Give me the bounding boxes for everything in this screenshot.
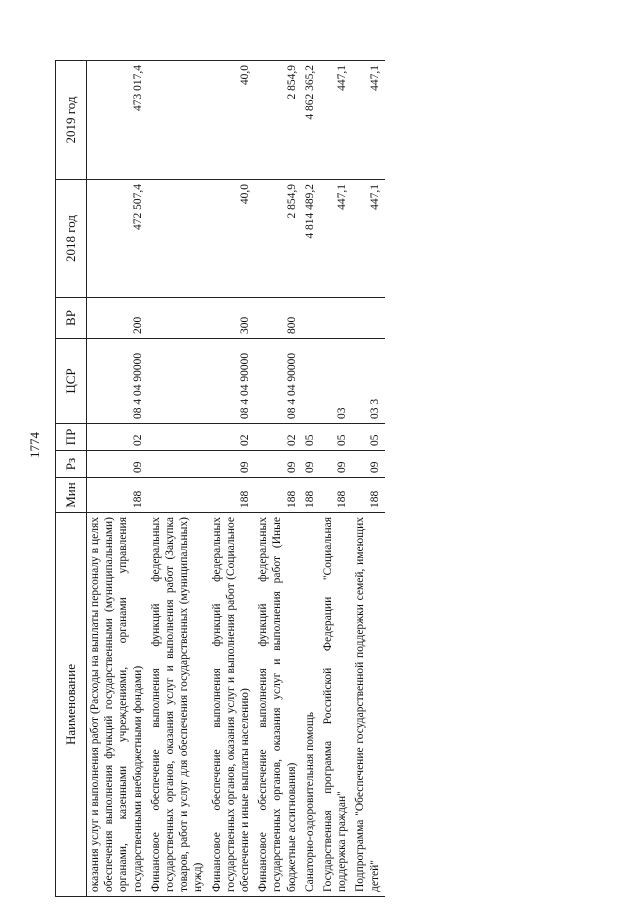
row-pr <box>148 424 209 451</box>
row-min: 188 <box>87 478 148 513</box>
header-rz: Рз <box>56 451 87 478</box>
row-name: оказания услуг и выполнения работ (Расходы на выплаты персоналу в целях обеспечения выполнения функций государственными (муниципальными) органами, казенными учреждениями, органами управления государственными внебюджетными фондами) <box>87 513 148 897</box>
row-pr: 02 <box>209 424 256 451</box>
header-2018: 2018 год <box>56 180 87 298</box>
row-pr: 02 <box>255 424 302 451</box>
row-min: 188 <box>302 478 320 513</box>
row-rz: 09 <box>209 451 256 478</box>
table-row <box>320 61 352 897</box>
row-min: 188 <box>209 478 256 513</box>
row-vr: 800 <box>255 298 302 339</box>
row-name: Подпрограмма "Обеспечение государственной поддержки семей, имеющих детей" <box>352 513 384 897</box>
table-row <box>209 61 256 897</box>
row-csr: 03 <box>320 339 352 424</box>
row-2018: 447,1 <box>352 180 384 298</box>
row-2018: 4 814 489,2 <box>302 180 320 298</box>
row-csr <box>302 339 320 424</box>
table-row <box>352 61 384 897</box>
row-name: Санаторно-оздоровительная помощь <box>302 513 320 897</box>
row-min: 188 <box>320 478 352 513</box>
row-rz: 09 <box>320 451 352 478</box>
row-vr: 200 <box>87 298 148 339</box>
row-2018: 40,0 <box>209 180 256 298</box>
table-row <box>148 61 209 897</box>
row-pr: 05 <box>320 424 352 451</box>
table-row <box>302 61 320 897</box>
row-rz <box>148 451 209 478</box>
rotated-page-content <box>55 57 595 897</box>
row-pr: 02 <box>87 424 148 451</box>
row-rz: 09 <box>302 451 320 478</box>
row-pr: 05 <box>302 424 320 451</box>
row-min: 188 <box>255 478 302 513</box>
row-2018: 472 507,4 <box>87 180 148 298</box>
row-csr: 08 4 04 90000 <box>87 339 148 424</box>
row-vr <box>320 298 352 339</box>
row-pr: 05 <box>352 424 384 451</box>
table-header-row <box>56 61 87 897</box>
page-number: 1774 <box>27 432 42 458</box>
row-2018: 2 854,9 <box>255 180 302 298</box>
row-rz: 09 <box>87 451 148 478</box>
row-name: Финансовое обеспечение выполнения функций федеральных государственных органов, оказания услуг и выполнения работ (Иные бюджетные ассигнования) <box>255 513 302 897</box>
header-pr: ПР <box>56 424 87 451</box>
row-2019: 2 854,9 <box>255 61 302 180</box>
row-2019 <box>148 61 209 180</box>
row-csr: 08 4 04 90000 <box>255 339 302 424</box>
table-row <box>87 61 148 897</box>
row-2019: 40,0 <box>209 61 256 180</box>
row-rz: 09 <box>255 451 302 478</box>
row-vr <box>148 298 209 339</box>
row-min <box>148 478 209 513</box>
header-2019: 2019 год <box>56 61 87 180</box>
header-name: Наименование <box>56 513 87 897</box>
table-row <box>255 61 302 897</box>
row-csr <box>148 339 209 424</box>
header-csr: ЦСР <box>56 339 87 424</box>
row-2018: 447,1 <box>320 180 352 298</box>
row-2019: 4 862 365,2 <box>302 61 320 180</box>
row-2018 <box>148 180 209 298</box>
row-rz: 09 <box>352 451 384 478</box>
row-csr: 08 4 04 90000 <box>209 339 256 424</box>
row-name: Финансовое обеспечение выполнения функций федеральных государственных органов, оказания услуг и выполнения работ (Закупка товаров, работ и услуг для обеспечения государственных (муниципальных) нужд) <box>148 513 209 897</box>
row-min: 188 <box>352 478 384 513</box>
row-vr <box>302 298 320 339</box>
row-vr <box>352 298 384 339</box>
row-csr: 03 3 <box>352 339 384 424</box>
budget-table <box>55 60 385 897</box>
header-vr: ВР <box>56 298 87 339</box>
row-name: Финансовое обеспечение выполнения функций федеральных государственных органов, оказания услуг и выполнения работ (Социальное обеспечение и иные выплаты населению) <box>209 513 256 897</box>
header-min: Мин <box>56 478 87 513</box>
row-2019: 447,1 <box>352 61 384 180</box>
rotated-page-frame <box>55 57 595 897</box>
row-vr: 300 <box>209 298 256 339</box>
row-name: Государственная программа Российской Федерации "Социальная поддержка граждан" <box>320 513 352 897</box>
row-2019: 447,1 <box>320 61 352 180</box>
row-2019: 473 017,4 <box>87 61 148 180</box>
